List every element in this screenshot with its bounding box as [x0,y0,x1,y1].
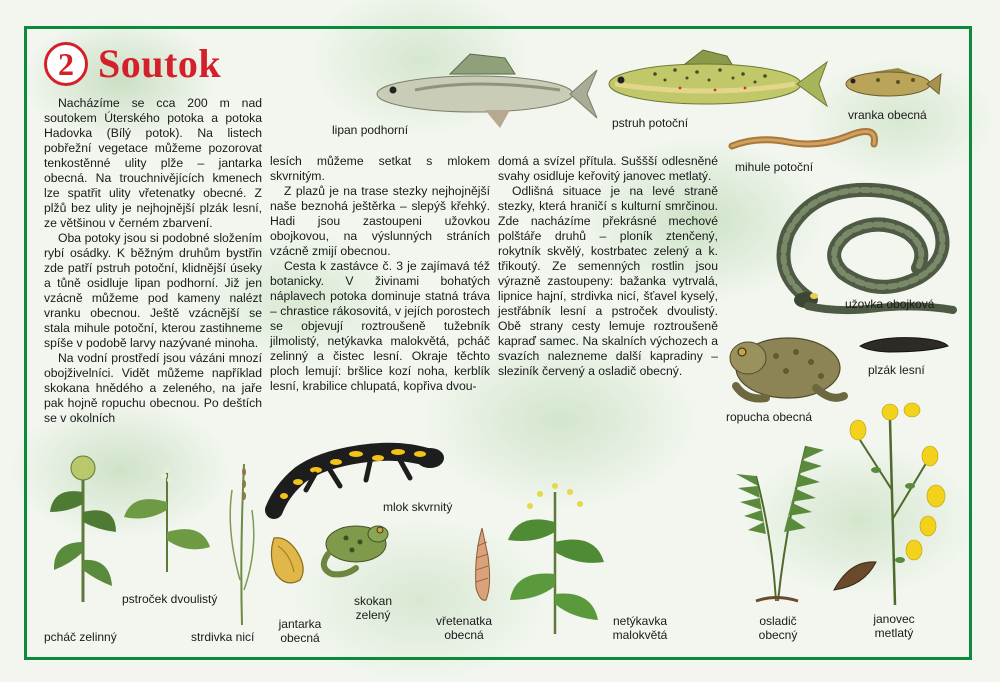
label-may-lily: pstroček dvoulistý [122,592,218,606]
paragraph: Z plazů je na trase stezky nejhojnější naše beznohá ještěrka – slepýš křehký. Hadi jsou zastoupeni užovkou obojkovou, na výslunných stráních vzácně zmijí obecnou. [270,184,490,258]
paragraph: Na vodní prostředí jsou vázáni mnozí obojživelníci. Vidět můžeme například skokana hnědého a zeleného, na jaře pak hojně ropuchu obecnou. Po deštích se v okolních [44,351,262,425]
label-small-balsam: netýkavka malokvětá [612,614,668,642]
trout-fish-illustration [605,48,830,120]
cabbage-thistle-illustration [48,452,118,602]
paragraph: Odlišná situace je na levé straně stezky, která hraničí s kulturní smrčinou. Zde nacházíme překrásné mechové polštáře druhů – ploník ztenčený, rokytník skvělý, kostrbatec zelený a k. třikoutý. Ze semenných rostlin jsou výrazně zastoupeny: bažanka vytrvalá, lipnice hajní, strdivka nicí, šťavel kyselý, jestřábník lesní a pstroček dvoulistý. Obě strany cesty lemuje roztroušeně kapraď samec. Na skalních výchozech a svazích nalezneme další kapradiny – sleziník červený a osladič obecný. [498,184,718,378]
may-lily-illustration [122,462,212,572]
label-broom: janovec metlatý [873,612,915,640]
slug-illustration [858,334,950,354]
lamprey-illustration [728,126,878,156]
door-snail-illustration [470,526,494,604]
frog-illustration [316,516,391,578]
paragraph: lesích můžeme setkat s mlokem skvrnitým. [270,154,490,183]
text-column-3 [498,154,718,379]
label-polypody-fern: osladič obecný [758,614,798,642]
label-grayling: lipan podhorní [332,123,409,137]
label-slug: plzák lesní [868,363,925,377]
label-cabbage-thistle: pcháč zelinný [44,630,117,644]
label-fire-salamander: mlok skvrnitý [383,500,453,514]
grayling-fish-illustration [375,52,600,132]
broom-pod-illustration [830,556,880,596]
label-frog: skokan zelený [353,594,393,622]
paragraph: domá a svízel přítula. Suššší odlesněné svahy osidluje keřovitý janovec metlatý. [498,154,718,183]
toad-illustration [726,326,846,406]
label-trout: pstruh potoční [612,116,689,130]
label-door-snail: vřetenatka obecná [435,614,493,642]
text-column-2 [270,154,490,394]
amber-snail-illustration [266,532,308,588]
label-amber-snail: jantarka obecná [278,617,322,645]
label-lamprey: mihule potoční [735,160,814,174]
small-balsam-illustration [500,482,610,634]
label-grass-snake: užovka obojková [845,297,935,311]
paragraph: Oba potoky jsou si podobné složením rybí osádky. K běžným druhům bystřin zde patří pstruh potoční, klidnější úseky a tůně osidluje lipan podhorní. Již jen vzácně můžeme pod kameny nalézt vranku obecnou. Ještě vzácnější se stala mihule potoční, kterou zastihneme spíše v podobě larvy nazývané minoha. [44,231,262,350]
page-title: Soutok [98,41,222,86]
label-bullhead: vranka obecná [848,108,927,122]
wood-melick-illustration [222,460,262,625]
paragraph: Nacházíme se cca 200 m nad soutokem Úterského potoka a potoka Hadovka (Bílý potok). Na listech pobřežní vegetace můžeme pozorovat tenkostěnné ulity plže – jantarka obecná. Na trouchnivějících kmenech lze spatřit ulity vřetenatky obecné. Z plžů bez ulity je nejhojnější plzák lesní, ze většinou v černém zbarvení. [44,96,262,230]
paragraph: Cesta k zastávce č. 3 je zajímavá též botanicky. V živinami bohatých náplavech potoka dominuje statná tráva – chrastice rákosovitá, v jejích porostech se objevují roztroušeně tužebník jilmolistý, netýkavka malokvětá, pcháč zelinný a čistec lesní. Okraje těchto ploch lemují: bršlice kozí noha, kerblík lesní, krabilice chlupatá, kopřiva dvou- [270,259,490,393]
label-wood-melick: strdivka nicí [191,630,255,644]
header [44,40,221,87]
bullhead-fish-illustration [843,64,943,102]
text-column-1 [44,96,262,426]
polypody-fern-illustration [726,436,826,606]
label-toad: ropucha obecná [726,410,813,424]
stop-number-badge: 2 [44,42,88,86]
